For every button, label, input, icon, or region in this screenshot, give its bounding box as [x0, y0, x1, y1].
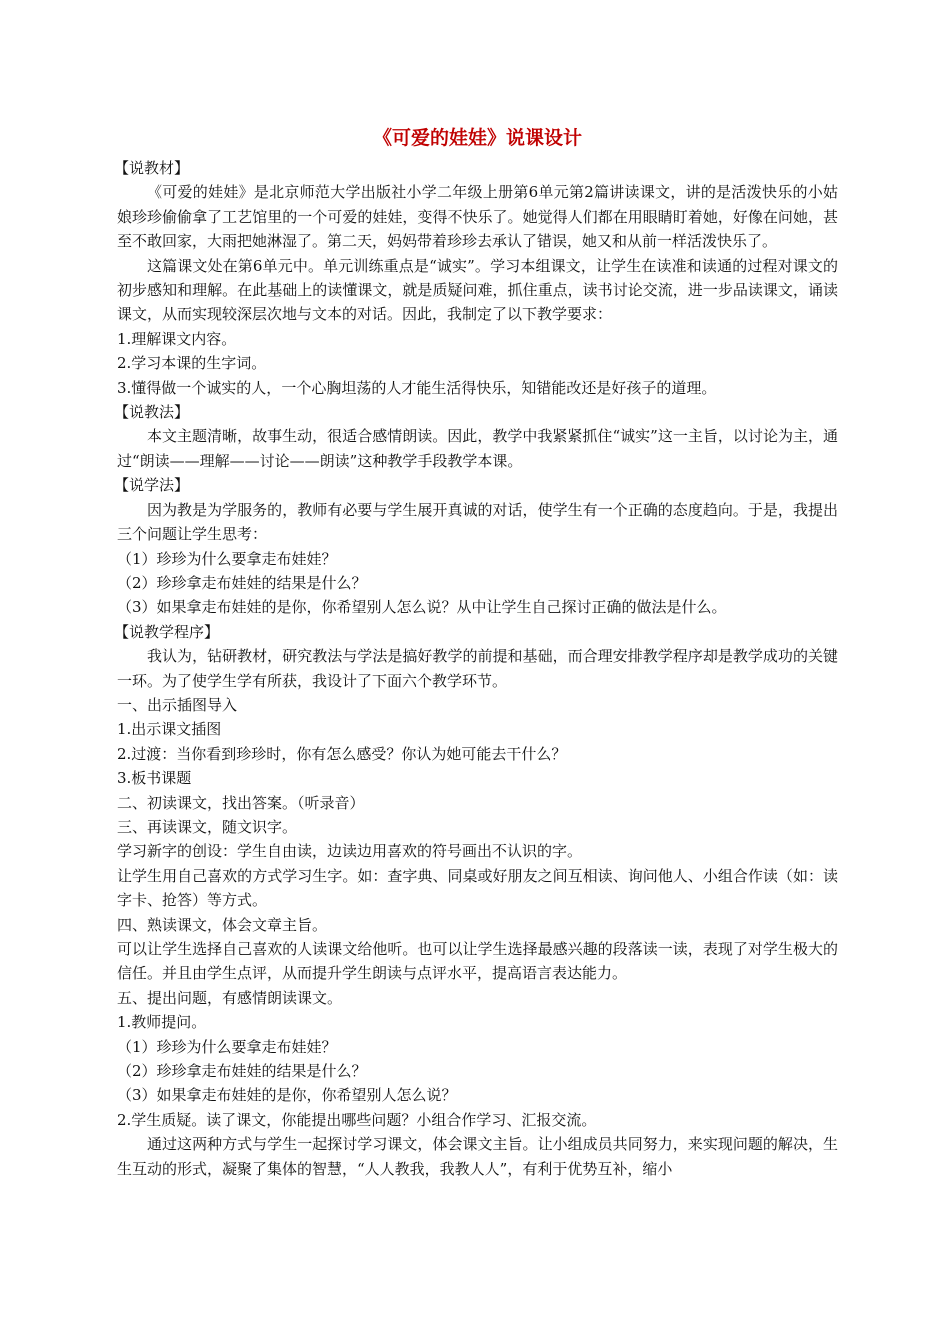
paragraph: 四、熟读课文，体会文章主旨。	[117, 915, 328, 934]
section-heading: 【说教学程序】	[114, 622, 220, 641]
paragraph: 3.懂得做一个诚实的人，一个心胸坦荡的人才能生活得快乐，知错能改还是好孩子的道理。	[117, 378, 717, 397]
paragraph: 通过这两种方式与学生一起探讨学习课文，体会课文主旨。让小组成员共同努力，来实现问题的解决，生生互动的形式，凝聚了集体的智慧，“人人教我，我教人人”，有利于优势互补，缩小	[117, 1135, 838, 1178]
paragraph: 二、初读课文，找出答案。（听录音）	[117, 793, 365, 812]
paragraph: 因为教是为学服务的，教师有必要与学生展开真诚的对话，使学生有一个正确的态度趋向。于是，我提出三个问题让学生思考：	[117, 500, 838, 544]
paragraph: （3）如果拿走布娃娃的是你，你希望别人怎么说？	[117, 1086, 457, 1105]
paragraph: 一、出示插图导入	[117, 695, 238, 714]
paragraph: 1.出示课文插图	[117, 720, 222, 739]
paragraph: 2.学习本课的生字词。	[117, 354, 267, 373]
document-title: 《可爱的娃娃》说课设计	[372, 127, 582, 149]
paragraph: （2）珍珍拿走布娃娃的结果是什么？	[117, 1062, 367, 1081]
paragraph: 2.过渡：当你看到珍珍时，你有怎么感受？你认为她可能去干什么？	[117, 744, 567, 763]
section-heading: 【说学法】	[114, 476, 190, 495]
paragraph: 学习新字的创设：学生自由读，边读边用喜欢的符号画出不认识的字。	[117, 842, 583, 861]
paragraph: 五、提出问题，有感情朗读课文。	[117, 988, 343, 1007]
paragraph: （3）如果拿走布娃娃的是你，你希望别人怎么说？从中让学生自己探讨正确的做法是什么。	[117, 598, 727, 617]
paragraph: （1）珍珍为什么要拿走布娃娃？	[117, 549, 337, 568]
paragraph: 这篇课文处在第6单元中。单元训练重点是“诚实”。学习本组课文，让学生在读准和读通的过程对课文的初步感知和理解。在此基础上的读懂课文，就是质疑问难，抓住重点，读书讨论交流，进一步品读课文，诵读课文，从而实现较深层次地与文本的对话。因此，我制定了以下教学要求：	[117, 256, 838, 324]
paragraph: 我认为，钻研教材，研究教法与学法是搞好教学的前提和基础，而合理安排教学程序却是教学成功的关键一环。为了使学生学有所获，我设计了下面六个教学环节。	[117, 647, 838, 690]
paragraph: 三、再读课文，随文识字。	[117, 817, 298, 836]
paragraph: 3.板书课题	[117, 769, 192, 788]
paragraph: 《可爱的娃娃》是北京师范大学出版社小学二年级上册第6单元第2篇讲读课文，讲的是活泼快乐的小姑娘珍珍偷偷拿了工艺馆里的一个可爱的娃娃，变得不快乐了。她觉得人们都在用眼睛盯着她，好像在问她，甚至不敢回家，大雨把她淋湿了。第二天，妈妈带着珍珍去承认了错误，她又和从前一样活泼快乐了。	[117, 183, 838, 251]
paragraph: 1.理解课文内容。	[117, 329, 237, 348]
paragraph: 本文主题清晰，故事生动，很适合感情朗读。因此，教学中我紧紧抓住“诚实”这一主旨，以讨论为主，通过“朗读——理解——讨论——朗读”这种教学手段教学本课。	[117, 427, 838, 470]
paragraph: 1.教师提问。	[117, 1013, 207, 1032]
paragraph: 可以让学生选择自己喜欢的人读课文给他听。也可以让学生选择最感兴趣的段落读一读，表现了对学生极大的信任。并且由学生点评，从而提升学生朗读与点评水平，提高语言表达能力。	[117, 940, 838, 983]
paragraph: （2）珍珍拿走布娃娃的结果是什么？	[117, 573, 367, 592]
document-body	[114, 156, 838, 1181]
section-heading: 【说教材】	[114, 159, 190, 177]
section-heading: 【说教法】	[114, 403, 190, 422]
paragraph: （1）珍珍为什么要拿走布娃娃？	[117, 1037, 337, 1056]
paragraph: 让学生用自己喜欢的方式学习生字。如：查字典、同桌或好朋友之间互相读、询问他人、小组合作读（如：读字卡、抢答）等方式。	[117, 866, 838, 910]
paragraph: 2.学生质疑。读了课文，你能提出哪些问题？小组合作学习、汇报交流。	[117, 1110, 597, 1129]
